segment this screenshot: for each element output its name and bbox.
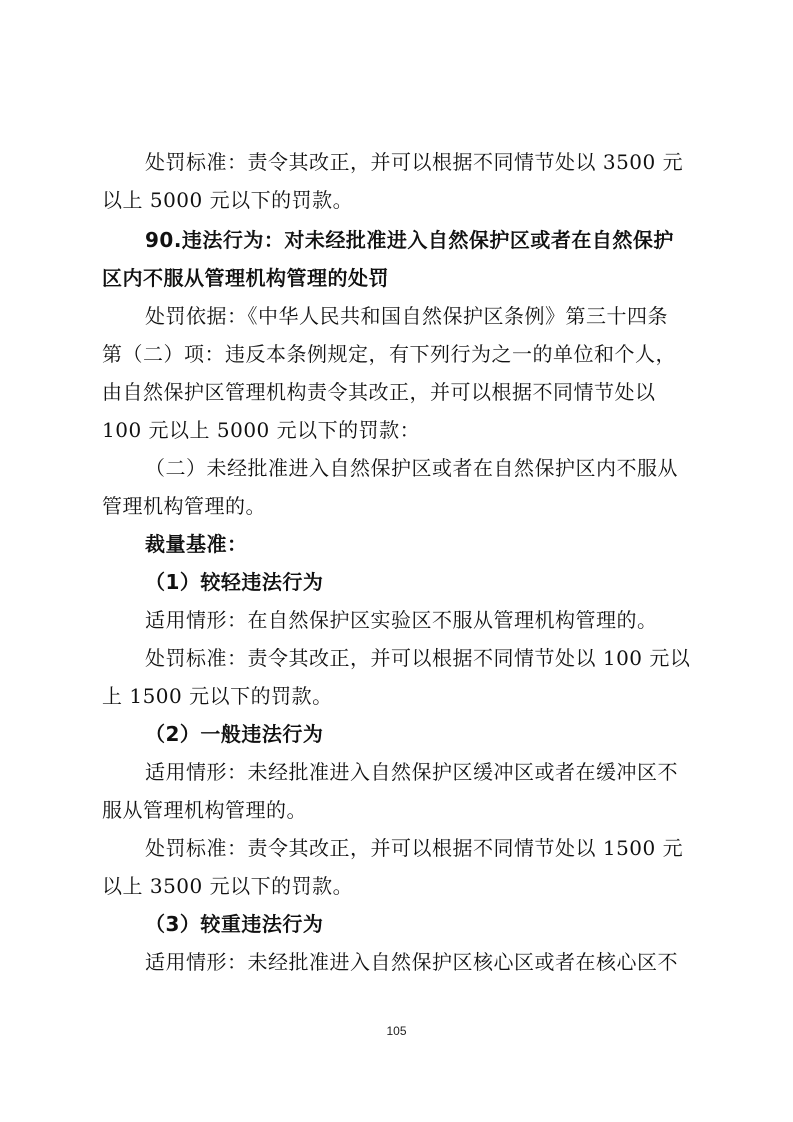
text-line: 适用情形：未经批准进入自然保护区缓冲区或者在缓冲区不: [145, 760, 678, 784]
subsection-heading: （3）较重违法行为: [145, 912, 324, 936]
text-line: 处罚标准：责令其改正，并可以根据不同情节处以 1500 元: [145, 836, 684, 860]
section-heading: 区内不服从管理机构管理的处罚: [102, 266, 389, 290]
text-line: 适用情形：未经批准进入自然保护区核心区或者在核心区不: [145, 950, 678, 974]
text-line: 以上 5000 元以下的罚款。: [102, 188, 354, 212]
subsection-heading: 裁量基准：: [145, 532, 248, 556]
text-line: 适用情形：在自然保护区实验区不服从管理机构管理的。: [145, 608, 658, 632]
text-line: 处罚依据：《中华人民共和国自然保护区条例》第三十四条: [145, 304, 668, 328]
text-line: 服从管理机构管理的。: [102, 798, 307, 822]
text-line: 上 1500 元以下的罚款。: [102, 684, 333, 708]
text-line: 由自然保护区管理机构责令其改正，并可以根据不同情节处以: [102, 380, 656, 404]
text-line: 处罚标准：责令其改正，并可以根据不同情节处以 3500 元: [145, 150, 684, 174]
text-line: （二）未经批准进入自然保护区或者在自然保护区内不服从: [145, 456, 678, 480]
subsection-heading: （1）较轻违法行为: [145, 570, 324, 594]
page-number: 105: [386, 1024, 407, 1038]
subsection-heading: （2）一般违法行为: [145, 722, 324, 746]
text-line: 第（二）项：违反本条例规定，有下列行为之一的单位和个人，: [102, 342, 676, 366]
text-line: 处罚标准：责令其改正，并可以根据不同情节处以 100 元以: [145, 646, 691, 670]
text-line: 100 元以上 5000 元以下的罚款：: [102, 418, 421, 442]
text-line: 以上 3500 元以下的罚款。: [102, 874, 354, 898]
section-heading: 90.违法行为：对未经批准进入自然保护区或者在自然保护: [145, 228, 674, 252]
text-line: 管理机构管理的。: [102, 494, 266, 518]
